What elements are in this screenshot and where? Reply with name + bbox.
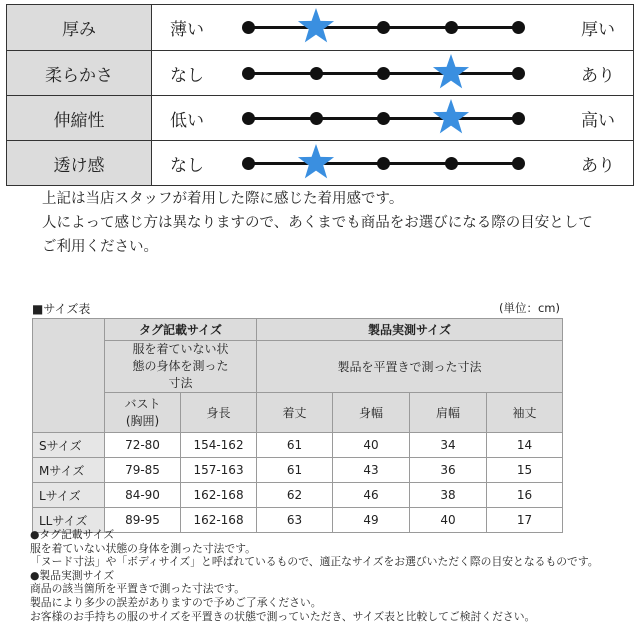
scale-dot: [445, 157, 458, 170]
note-line: 人によって感じ方は異なりますので、あくまでも商品をお選びになる際の目安として: [42, 215, 593, 231]
note-line: 「ヌード寸法」や「ボディサイズ」と呼ばれているもので、適正なサイズをお選びいただく際の目安となるものです。: [30, 555, 599, 569]
feel-scale: [152, 141, 633, 185]
size-table-unit: (単位：cm): [499, 301, 560, 315]
scale-dot: [242, 112, 255, 125]
feel-label: 透け感: [7, 141, 152, 185]
table-cell: 157-163: [181, 458, 257, 483]
note-line: 製品により多少の誤差がありますので予めご了承ください。: [30, 595, 322, 609]
size-notes: [30, 528, 599, 623]
feel-row: [7, 140, 633, 185]
actual-size-desc: 製品を平置きで測った寸法: [257, 341, 563, 393]
scale-dot: [377, 67, 390, 80]
feel-row: [7, 50, 633, 95]
size-label: Mサイズ: [33, 458, 105, 483]
table-cell: 89-95: [105, 508, 181, 533]
feel-label: 柔らかさ: [7, 51, 152, 95]
feel-scale: [152, 96, 633, 140]
table-cell: 43: [333, 458, 410, 483]
star-icon: [296, 7, 336, 47]
size-label: Sサイズ: [33, 433, 105, 458]
size-label: Lサイズ: [33, 483, 105, 508]
col-header: 肩幅: [410, 393, 487, 433]
feel-right-label: あり: [581, 155, 615, 176]
feel-track: [248, 5, 518, 50]
feel-left-label: なし: [170, 65, 204, 86]
scale-dot: [310, 67, 323, 80]
feel-scale: [152, 5, 633, 50]
table-row: [33, 433, 563, 458]
table-cell: 79-85: [105, 458, 181, 483]
table-cell: 15: [487, 458, 563, 483]
table-cell: 38: [410, 483, 487, 508]
table-cell: 154-162: [181, 433, 257, 458]
table-cell: 61: [257, 458, 333, 483]
scale-dot: [445, 21, 458, 34]
size-label: LLサイズ: [33, 508, 105, 533]
feel-label: 伸縮性: [7, 96, 152, 140]
feel-right-label: 高い: [581, 110, 615, 131]
feel-right-label: 厚い: [581, 20, 615, 40]
feel-label: 厚み: [7, 5, 152, 50]
feel-notes: [42, 187, 593, 259]
size-header-corner: [33, 319, 105, 433]
size-table: [32, 318, 563, 533]
table-cell: 34: [410, 433, 487, 458]
note-line: 商品の該当箇所を平置きで測った寸法です。: [30, 582, 246, 596]
feel-right-label: あり: [581, 65, 615, 86]
table-cell: 162-168: [181, 483, 257, 508]
feel-track: [248, 96, 518, 140]
tag-size-header: タグ記載サイズ: [105, 319, 257, 341]
table-cell: 162-168: [181, 508, 257, 533]
scale-dot: [242, 157, 255, 170]
table-cell: 14: [487, 433, 563, 458]
col-header: 身幅: [333, 393, 410, 433]
scale-dot: [242, 21, 255, 34]
table-cell: 84-90: [105, 483, 181, 508]
col-header: 身長: [181, 393, 257, 433]
table-cell: 16: [487, 483, 563, 508]
feel-left-label: 薄い: [170, 20, 204, 40]
table-cell: 36: [410, 458, 487, 483]
feel-left-label: なし: [170, 155, 204, 176]
table-cell: 49: [333, 508, 410, 533]
table-cell: 61: [257, 433, 333, 458]
tag-size-desc: 服を着ていない状態の身体を測った寸法: [105, 341, 257, 393]
feel-row: [7, 95, 633, 140]
star-icon: [431, 98, 471, 138]
scale-dot: [310, 112, 323, 125]
table-cell: 17: [487, 508, 563, 533]
col-header: 袖丈: [487, 393, 563, 433]
note-heading: ●タグ記載サイズ: [30, 528, 115, 541]
star-icon: [431, 53, 471, 93]
table-row: [33, 483, 563, 508]
feel-table: [6, 4, 634, 186]
feel-track: [248, 141, 518, 185]
table-cell: 40: [333, 433, 410, 458]
size-table-title: ■サイズ表: [32, 302, 91, 316]
scale-dot: [512, 21, 525, 34]
scale-dot: [512, 112, 525, 125]
feel-row: [7, 5, 633, 50]
table-cell: 72-80: [105, 433, 181, 458]
feel-scale: [152, 51, 633, 95]
note-line: 服を着ていない状態の身体を測った寸法です。: [30, 541, 256, 555]
scale-dot: [512, 67, 525, 80]
note-line: ご利用ください。: [42, 239, 158, 255]
table-cell: 63: [257, 508, 333, 533]
table-cell: 40: [410, 508, 487, 533]
scale-dot: [377, 157, 390, 170]
actual-size-header: 製品実測サイズ: [257, 319, 563, 341]
star-icon: [296, 143, 336, 183]
scale-dot: [512, 157, 525, 170]
note-line: お客様のお手持ちの服のサイズを平置きの状態で測っていただき、サイズ表と比較してご検討ください。: [30, 609, 536, 623]
note-line: 上記は当店スタッフが着用した際に感じた着用感です。: [42, 191, 404, 207]
scale-dot: [242, 67, 255, 80]
note-heading: ●製品実測サイズ: [30, 568, 115, 582]
col-header: 着丈: [257, 393, 333, 433]
feel-track: [248, 51, 518, 95]
table-cell: 62: [257, 483, 333, 508]
feel-left-label: 低い: [170, 110, 204, 131]
table-cell: 46: [333, 483, 410, 508]
scale-dot: [377, 21, 390, 34]
col-header: バスト(胸囲): [105, 393, 181, 433]
table-row: [33, 458, 563, 483]
scale-dot: [377, 112, 390, 125]
